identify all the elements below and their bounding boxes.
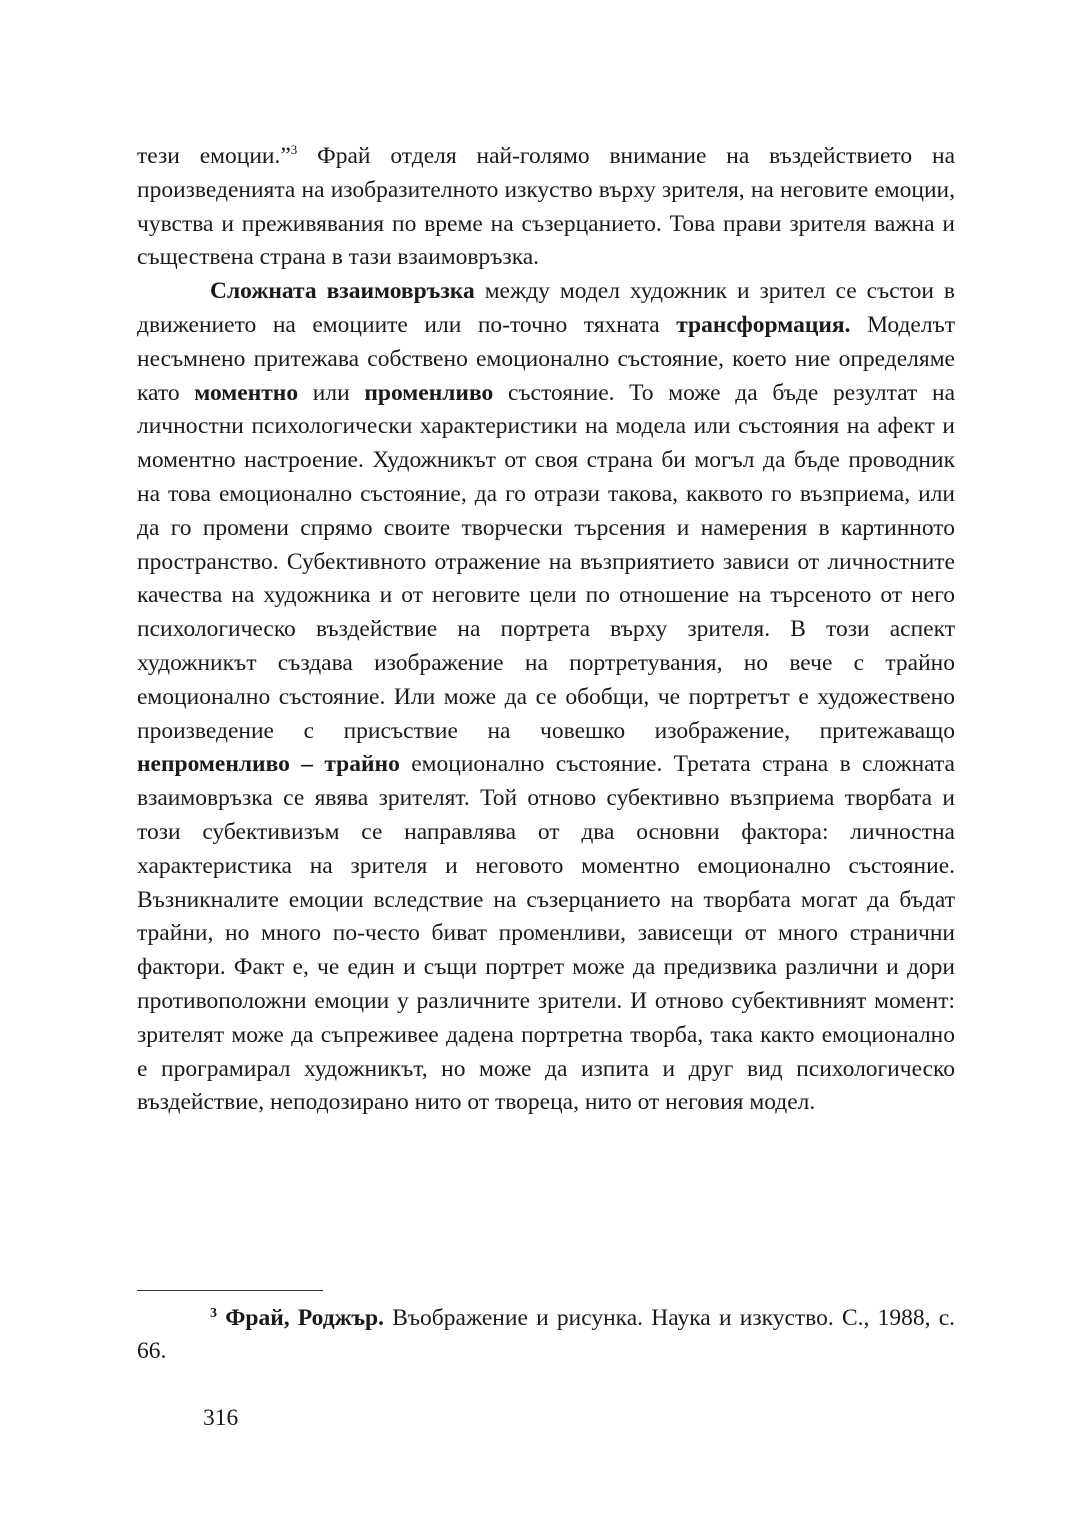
page-number: 316 — [203, 1405, 239, 1431]
bold-term-unchangeable: непроменливо – трайно — [137, 751, 400, 778]
paragraph-1 — [137, 140, 955, 275]
bold-term-transformation: трансформация. — [676, 311, 851, 338]
paragraph-2 — [137, 275, 955, 1120]
footnote-reference: 3 — [290, 142, 298, 157]
page-body — [137, 140, 955, 1120]
paragraph-2-text: състояние. То може да бъде резултат на личностни психологически характеристики на модела или състояния на афект и моментно настроение. Художникът от своя страна би могъл да бъде проводник на това емоционално състояние, да го отрази такова, каквото го възприема, или да го промени спрямо своите творчески търсения и намерения в картинното пространство. Субективното отражение на възприятието зависи от личностните качества на художника и от неговите цели по отношение на търсеното от него психологическо въздействие на портрета върху зрителя. В този аспект художникът създава изображение на портретувания, но вече с трайно емоционално състояние. Или може да се обобщи, че портретът е художествено произведение с присъствие на човешко изображение, притежаващо — [137, 379, 955, 744]
paragraph-1-rest: Фрай отделя най-голямо внимание на въздействието на произведенията на изобразителното изкуство върху зрителя, на неговите емоции, чувства и преживявания по време на съзерцанието. Това прави зрителя важна и съществена страна в тази взаимовръзка. — [137, 143, 955, 271]
footnote — [137, 1302, 955, 1368]
footnote-author: Фрай, Роджър. — [225, 1305, 384, 1331]
paragraph-2-text: Моделът несъмнено притежава собствено емоционално състояние, което ние определяме като — [137, 311, 955, 406]
paragraph-2-text: емоционално състояние. Третата страна в сложната взаимовръзка се явява зрителят. Той отново субективно възприема творбата и този субективизъм се направлява от два основни фактора: личностна характеристика на зрителя и неговото моментно емоционално състояние. Възникналите емоции вследствие на съзерцанието на творбата могат да бъдат трайни, но много по-често биват променливи, зависещи от много странични фактори. Факт е, че един и същи портрет може да предизвика различни и дори противоположни емоции у различните зрители. И отново субективният момент: зрителят може да съпреживее дадена портретна творба, така както емоционално е програмирал художникът, но може да изпита и друг вид психологическо въздействие, неподозирано нито от твореца, нито от неговия модел. — [137, 751, 955, 1116]
bold-term-momentary: моментно — [194, 379, 299, 406]
footnote-divider — [137, 1290, 323, 1291]
bold-term-complex-relationship: Сложната взаимовръзка — [210, 278, 475, 305]
paragraph-2-text: между модел художник и зрител се състои в движението на емоциите или по-точно тяхната — [137, 278, 955, 338]
paragraph-1-start: тези емоции.” — [137, 143, 291, 169]
footnote-citation: Въображение и рисунка. Наука и изкуство. С., 1988, с. 66. — [137, 1305, 955, 1364]
bold-term-changeable: променливо — [364, 379, 494, 406]
paragraph-2-text: или — [298, 379, 365, 406]
footnote-number: 3 — [210, 1306, 217, 1321]
main-text — [137, 140, 955, 1120]
